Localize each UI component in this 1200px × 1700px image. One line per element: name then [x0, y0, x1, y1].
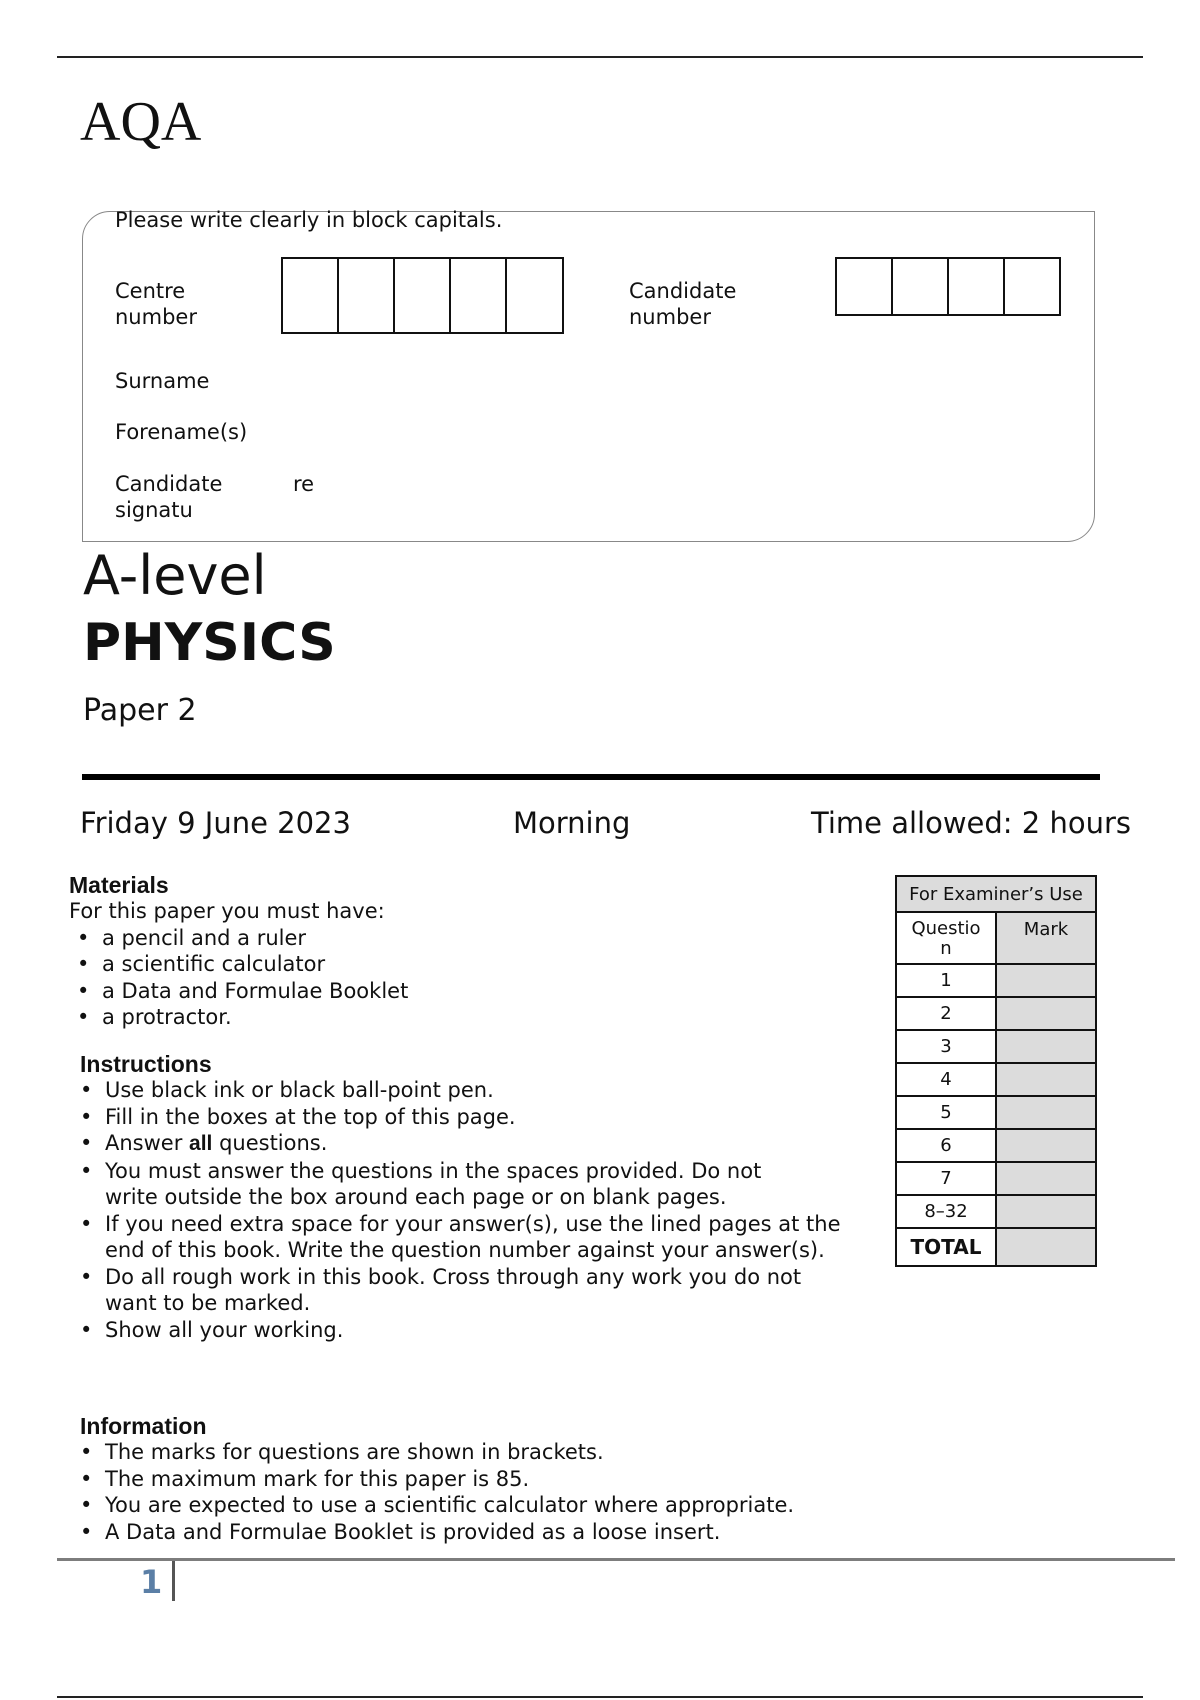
list-item: [80, 1211, 870, 1264]
materials-section: [69, 872, 408, 1031]
candidate-digit-box[interactable]: [835, 257, 893, 316]
list-item: • a Data and Formulae Booklet: [77, 978, 408, 1005]
question-number-cell: 7: [896, 1162, 996, 1195]
block-capitals-instruction: Please write clearly in block capitals.: [115, 208, 503, 232]
footer-rule: [57, 1558, 1175, 1561]
aqa-logo: AQA: [80, 91, 202, 153]
materials-heading: Materials: [69, 872, 169, 898]
list-item: • a scientific calculator: [77, 951, 408, 978]
signature-field[interactable]: [383, 464, 1063, 516]
total-label-cell: TOTAL: [896, 1228, 996, 1266]
list-item: • A Data and Formulae Booklet is provided as a loose insert.: [80, 1519, 794, 1546]
question-number-cell: 1: [896, 964, 996, 997]
table-row: [896, 1063, 1096, 1096]
list-item: • You are expected to use a scientific calculator where appropriate.: [80, 1492, 794, 1519]
mark-cell: [996, 997, 1096, 1030]
mark-cell: [996, 1096, 1096, 1129]
centre-number-label: Centre number: [115, 279, 197, 329]
mark-cell: [996, 1162, 1096, 1195]
page-number-divider: [172, 1561, 175, 1601]
list-item: • Show all your working.: [80, 1317, 870, 1344]
title-divider: [82, 774, 1100, 780]
materials-intro: For this paper you must have:: [69, 899, 385, 923]
information-heading: Information: [80, 1413, 207, 1439]
list-item: [80, 1264, 870, 1317]
centre-number-boxes[interactable]: [281, 257, 562, 334]
top-rule: [57, 56, 1143, 58]
signature-label-suffix: re: [293, 472, 315, 496]
candidate-number-label: Candidate number: [629, 279, 737, 329]
list-item-text: • Do all rough work in this book. Cross through any work you do not want to be marked.: [105, 1264, 802, 1315]
total-mark-cell: [996, 1228, 1096, 1266]
question-number-cell: 2: [896, 997, 996, 1030]
candidate-digit-box[interactable]: [891, 257, 949, 316]
question-number-cell: 4: [896, 1063, 996, 1096]
table-row: [896, 1096, 1096, 1129]
page-number: 1: [140, 1563, 163, 1601]
candidate-digit-box[interactable]: [947, 257, 1005, 316]
table-row: [896, 1030, 1096, 1063]
information-section: [80, 1413, 794, 1545]
table-row: [896, 997, 1096, 1030]
centre-digit-box[interactable]: [281, 257, 339, 334]
mark-cell: [996, 1030, 1096, 1063]
list-item: • a pencil and a ruler: [77, 925, 408, 952]
mark-cell: [996, 964, 1096, 997]
instructions-heading: Instructions: [80, 1051, 212, 1077]
mark-cell: [996, 1063, 1096, 1096]
list-item-text: • You must answer the questions in the spaces provided. Do not write outside the box around each page or on blank pages.: [105, 1158, 762, 1209]
list-item: • The maximum mark for this paper is 85.: [80, 1466, 794, 1493]
mark-cell: [996, 1195, 1096, 1228]
time-allowed: Time allowed: 2 hours: [811, 806, 1131, 840]
bottom-rule: [57, 1696, 1143, 1698]
surname-field[interactable]: [383, 362, 1063, 398]
list-item: • Use black ink or black ball-point pen.: [80, 1077, 870, 1104]
candidate-details-box: [82, 208, 1095, 542]
mark-column-header: Mark: [996, 912, 1096, 964]
materials-list: [77, 925, 408, 1031]
list-item: [80, 1158, 870, 1211]
surname-label: Surname: [115, 369, 210, 393]
table-row: [896, 964, 1096, 997]
centre-digit-box[interactable]: [393, 257, 451, 334]
question-number-cell: 6: [896, 1129, 996, 1162]
question-number-cell: 3: [896, 1030, 996, 1063]
forenames-field[interactable]: [383, 412, 1063, 448]
centre-digit-box[interactable]: [505, 257, 564, 334]
candidate-number-boxes[interactable]: [835, 257, 1059, 316]
table-row: [896, 1129, 1096, 1162]
table-row: [896, 1228, 1096, 1266]
question-number-cell: 8–32: [896, 1195, 996, 1228]
examiner-table-title: For Examiner’s Use: [896, 876, 1096, 912]
question-number-cell: 5: [896, 1096, 996, 1129]
examiner-use-table: [895, 875, 1097, 1267]
instructions-section: [80, 1051, 870, 1343]
forenames-label: Forename(s): [115, 420, 248, 444]
candidate-digit-box[interactable]: [1003, 257, 1061, 316]
exam-date: Friday 9 June 2023: [80, 806, 351, 840]
table-row: [896, 1162, 1096, 1195]
information-list: [80, 1439, 794, 1545]
subject-title: PHYSICS: [83, 613, 336, 673]
signature-label: Candidate signatu: [115, 472, 223, 522]
list-item: • a protractor.: [77, 1004, 408, 1031]
instructions-list: [80, 1077, 870, 1343]
mark-cell: [996, 1129, 1096, 1162]
list-item: • Fill in the boxes at the top of this page.: [80, 1104, 870, 1131]
list-item: • Answer all questions.: [80, 1130, 870, 1158]
list-item-text: • If you need extra space for your answer(s), use the lined pages at the end of this book. Write the question number against your answer(s).: [105, 1211, 841, 1262]
qualification-level: A-level: [83, 544, 267, 607]
list-item: • The marks for questions are shown in brackets.: [80, 1439, 794, 1466]
centre-digit-box[interactable]: [337, 257, 395, 334]
question-column-header: Questio n: [896, 912, 996, 964]
paper-number: Paper 2: [83, 693, 197, 728]
table-row: [896, 1195, 1096, 1228]
centre-digit-box[interactable]: [449, 257, 507, 334]
exam-session: Morning: [513, 806, 631, 840]
emphasis-all: all: [189, 1132, 213, 1155]
